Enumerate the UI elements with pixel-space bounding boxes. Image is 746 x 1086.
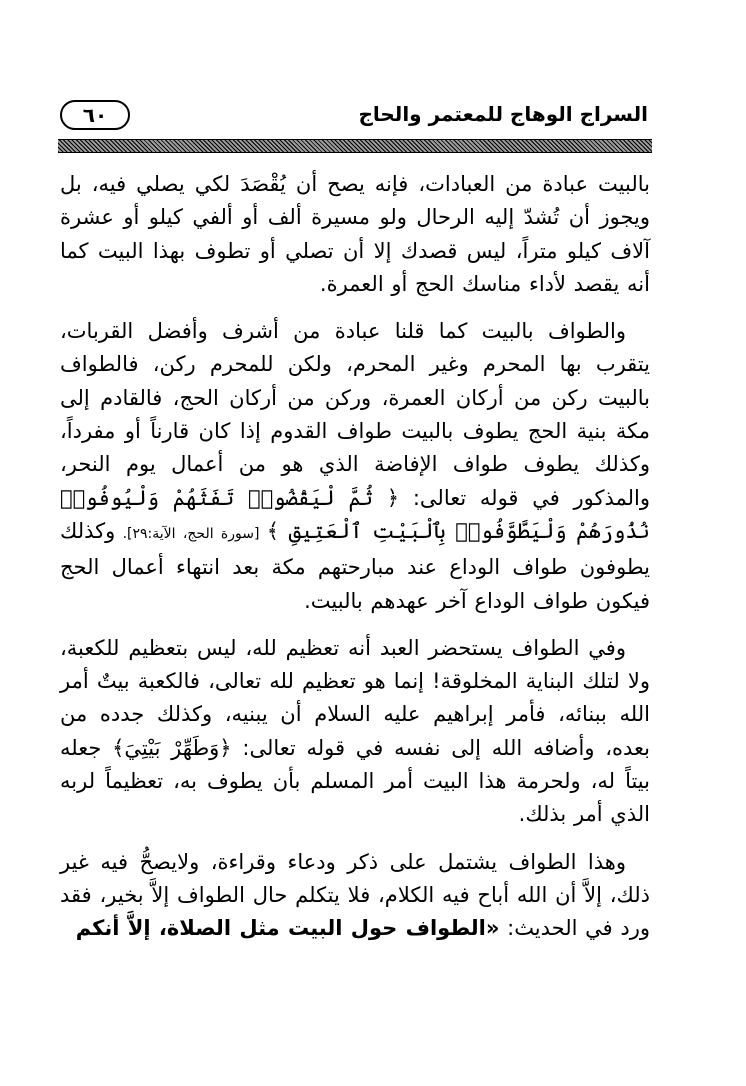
quran-verse-purify-my-house: ﴿وَطَهِّرْ بَيْتِيَ﴾ bbox=[112, 735, 232, 760]
header-divider bbox=[58, 139, 652, 153]
paragraph-4 bbox=[60, 846, 650, 946]
paragraph-2-text-before: والطواف بالبيت كما قلنا عبادة من أشرف وأفضل القربات، يتقرب بها المحرم وغير المحرم، ولكن للمحرم ركن، فالطواف بالبيت ركن من أركان العمرة، وركن من أركان الحج، فالقادم إلى مكة بنية الحج يطوف بالبيت طواف القدوم إذا كان قارناً أو مفرداً، وكذلك يطوف طواف الإفاضة الذي هو من أعمال يوم النحر، والمذكور في قوله تعالى: bbox=[60, 319, 650, 510]
body-text bbox=[60, 168, 650, 960]
paragraph-2 bbox=[60, 315, 650, 618]
paragraph-1-text: بالبيت عبادة من العبادات، فإنه يصح أن يُقْصَدَ لكي يصلي فيه، بل ويجوز أن تُشدّ إليه الرحال ولو مسيرة ألف أو ألفي كيلو أو عشرة آلاف كيلو متراً، ليس قصدك إلا أن تصلي أو تطوف بهذا البيت كما أنه يقصد لأداء مناسك الحج أو العمرة. bbox=[60, 172, 650, 296]
quran-verse-hajj-29: ﴿ ثُمَّ لْيَقْضُوا۟ تَفَثَهُمْ وَلْيُوفُوا۟ نُذُورَهُمْ وَلْيَطَّوَّفُوا۟ بِٱلْبَيْتِ ٱلْعَتِيقِ ﴾ bbox=[60, 485, 650, 543]
page-number: ٦٠ bbox=[60, 100, 130, 130]
paragraph-1 bbox=[60, 168, 650, 301]
paragraph-3 bbox=[60, 632, 650, 832]
verse-citation: [سورة الحج، الآية:٢٩]. bbox=[115, 525, 267, 542]
paragraph-3-text-after: جعله بيتاً له، ولحرمة هذا البيت أمر المسلم بأن يطوف به، تعظيماً لربه الذي أمر بذلك. bbox=[60, 735, 650, 827]
page-header bbox=[58, 96, 652, 136]
paragraph-3-text-before: وفي الطواف يستحضر العبد أنه تعظيم لله، ليس بتعظيم للكعبة، ولا لتلك البناية المخلوقة! إنما هو تعظيم لله تعالى، فالكعبة بيتٌ أمر الله ببنائه، فأمر إبراهيم عليه السلام أن يبنيه، وكذلك جدده من بعده، وأضافه الله إلى نفسه في قوله تعالى: bbox=[60, 635, 651, 760]
book-title: السراج الوهاج للمعتمر والحاج bbox=[358, 102, 648, 126]
paragraph-4-text-before: وهذا الطواف يشتمل على ذكر ودعاء وقراءة، ولايصحُّ فيه غير ذلك، إلاَّ أن الله أباح فيه الكلام، فلا يتكلم حال الطواف إلاَّ بخير، فقد ورد في الحديث: bbox=[60, 849, 650, 941]
hadith-quote: «الطواف حول البيت مثل الصلاة، إلاَّ أنكم bbox=[75, 916, 500, 941]
paragraph-2-text-after: وكذلك يطوفون طواف الوداع عند مبارحتهم مكة بعد انتهاء أعمال الحج فيكون طواف الوداع آخر عهدهم بالبيت. bbox=[60, 518, 650, 613]
